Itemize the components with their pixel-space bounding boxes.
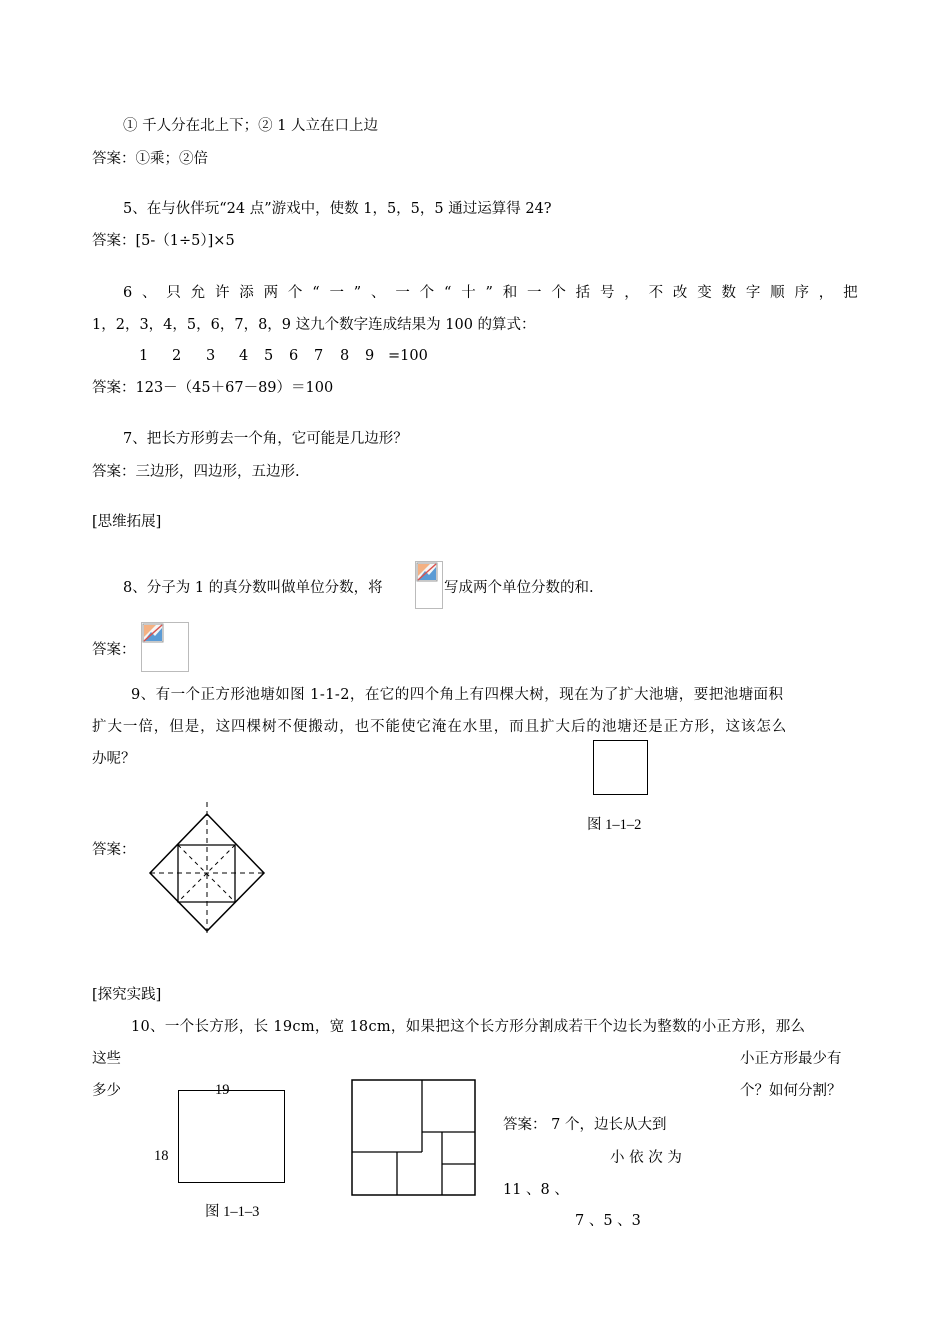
- question-10-line-1: 10、一个长方形，长 19cm，宽 18cm，如果把这个长方形分割成若干个边长为整数的小正方形，那么: [131, 1019, 806, 1035]
- q6-char: 一: [527, 285, 542, 301]
- digit-sequence: [0, 346, 950, 366]
- question-9-line-3: 办呢？: [92, 751, 136, 767]
- broken-image-icon: [416, 562, 438, 582]
- answer-8-label: 答案：: [92, 642, 136, 658]
- q6-char: 6: [123, 285, 133, 301]
- answer-10-line-1: 答案： 7 个，边长从大到: [503, 1117, 667, 1133]
- q6-char: 序: [794, 285, 809, 301]
- q6-char: 不: [648, 285, 664, 301]
- answer-5: 答案：[5-（1÷5）]×5: [92, 233, 235, 249]
- q6-char: 添: [239, 285, 254, 301]
- question-5: 5、在与伙伴玩“24 点”游戏中，使数 1，5，5，5 通过运算得 24?: [123, 201, 552, 217]
- q6-char: 只: [166, 285, 181, 301]
- digit-item: 1: [139, 348, 149, 364]
- q6-char: “: [312, 285, 320, 301]
- answer-9-label: 答案：: [92, 842, 136, 858]
- digit-item: 8: [340, 348, 350, 364]
- question-6-line-1: [123, 283, 858, 303]
- q6-char: 、: [371, 285, 386, 301]
- question-8-prefix: 8、分子为 1 的真分数叫做单位分数，将: [123, 580, 383, 596]
- answer-riddle: 答案：①乘；②倍: [92, 151, 208, 167]
- q6-char: 允: [190, 285, 206, 301]
- question-10-left-2: 这些: [92, 1051, 121, 1067]
- question-9-line-2: 扩大一倍，但是，这四棵树不便搬动，也不能使它淹在水里，而且扩大后的池塘还是正方形，这该怎么: [92, 719, 788, 735]
- answer-10-line-4: 7 、5 、3: [575, 1213, 641, 1229]
- q6-char: 和: [502, 285, 518, 301]
- q6-char: 两: [263, 285, 279, 301]
- riddle-line: ① 千人分在北上下；② 1 人立在口上边: [123, 118, 379, 134]
- question-10-left-3: 多少: [92, 1083, 121, 1099]
- digit-item: 3: [206, 348, 216, 364]
- answer-10-line-3: 11 、8 、: [503, 1182, 569, 1198]
- q6-char: 许: [214, 285, 230, 301]
- square-partition-diagram: [350, 1078, 478, 1198]
- enlarged-pond-diagram: [140, 800, 275, 935]
- rectangle-19x18-figure: [178, 1090, 285, 1183]
- section-thinking-extension: [思维拓展]: [92, 514, 162, 530]
- q6-char: 一: [395, 285, 410, 301]
- answer-10-line-2: 小 依 次 为: [610, 1150, 682, 1166]
- q6-char: ，: [624, 285, 639, 301]
- broken-image-icon: [142, 623, 164, 643]
- q6-char: 把: [843, 285, 858, 301]
- q6-char: ”: [485, 285, 493, 301]
- digit-item: 4: [239, 348, 249, 364]
- q6-char: “: [443, 285, 452, 301]
- q6-char: ，: [818, 285, 834, 301]
- rectangle-width-label: 19: [215, 1082, 230, 1098]
- q6-char: 、: [142, 285, 157, 301]
- figure-1-1-3-caption: 图 1–1–3: [205, 1204, 260, 1220]
- question-7: 7、把长方形剪去一个角，它可能是几边形？: [123, 431, 408, 447]
- answer-6: 答案：123－（45＋67－89）＝100: [92, 380, 334, 396]
- pond-square-figure: [593, 740, 648, 795]
- q6-char: 括: [575, 285, 591, 301]
- answer-7: 答案：三边形，四边形，五边形.: [92, 464, 300, 480]
- q6-char: 十: [461, 285, 476, 301]
- answer-image-placeholder: [141, 622, 189, 672]
- q6-char: 号: [599, 285, 615, 301]
- digit-item: 6: [289, 348, 299, 364]
- digit-item: 9: [365, 348, 375, 364]
- question-9-line-1: 9、有一个正方形池塘如图 1-1-2，在它的四个角上有四棵大树，现在为了扩大池塘，要把池塘面积: [131, 687, 784, 703]
- q6-char: 一: [329, 285, 344, 301]
- digit-item: 2: [172, 348, 182, 364]
- q6-char: 数: [721, 285, 737, 301]
- digit-item: =100: [388, 348, 428, 364]
- q6-char: 个: [419, 285, 435, 301]
- rectangle-height-label: 18: [154, 1148, 169, 1164]
- digit-item: 7: [314, 348, 324, 364]
- question-10-right-2: 小正方形最少有: [740, 1051, 842, 1067]
- digit-item: 5: [264, 348, 274, 364]
- q6-char: 字: [745, 285, 761, 301]
- q6-char: 个: [551, 285, 566, 301]
- question-8-suffix: 写成两个单位分数的和.: [444, 580, 594, 596]
- q6-char: 变: [697, 285, 712, 301]
- question-10-right-3: 个？如何分割？: [740, 1083, 842, 1099]
- question-6-line-2: 1，2，3，4，5，6，7，8，9 这九个数字连成结果为 100 的算式：: [92, 317, 536, 333]
- q6-char: 个: [287, 285, 303, 301]
- section-exploration-practice: [探究实践]: [92, 987, 162, 1003]
- fraction-image-placeholder: [415, 561, 443, 609]
- figure-1-1-2-caption: 图 1–1–2: [587, 817, 642, 833]
- q6-char: 改: [672, 285, 688, 301]
- q6-char: 顺: [770, 285, 785, 301]
- q6-char: ”: [353, 285, 362, 301]
